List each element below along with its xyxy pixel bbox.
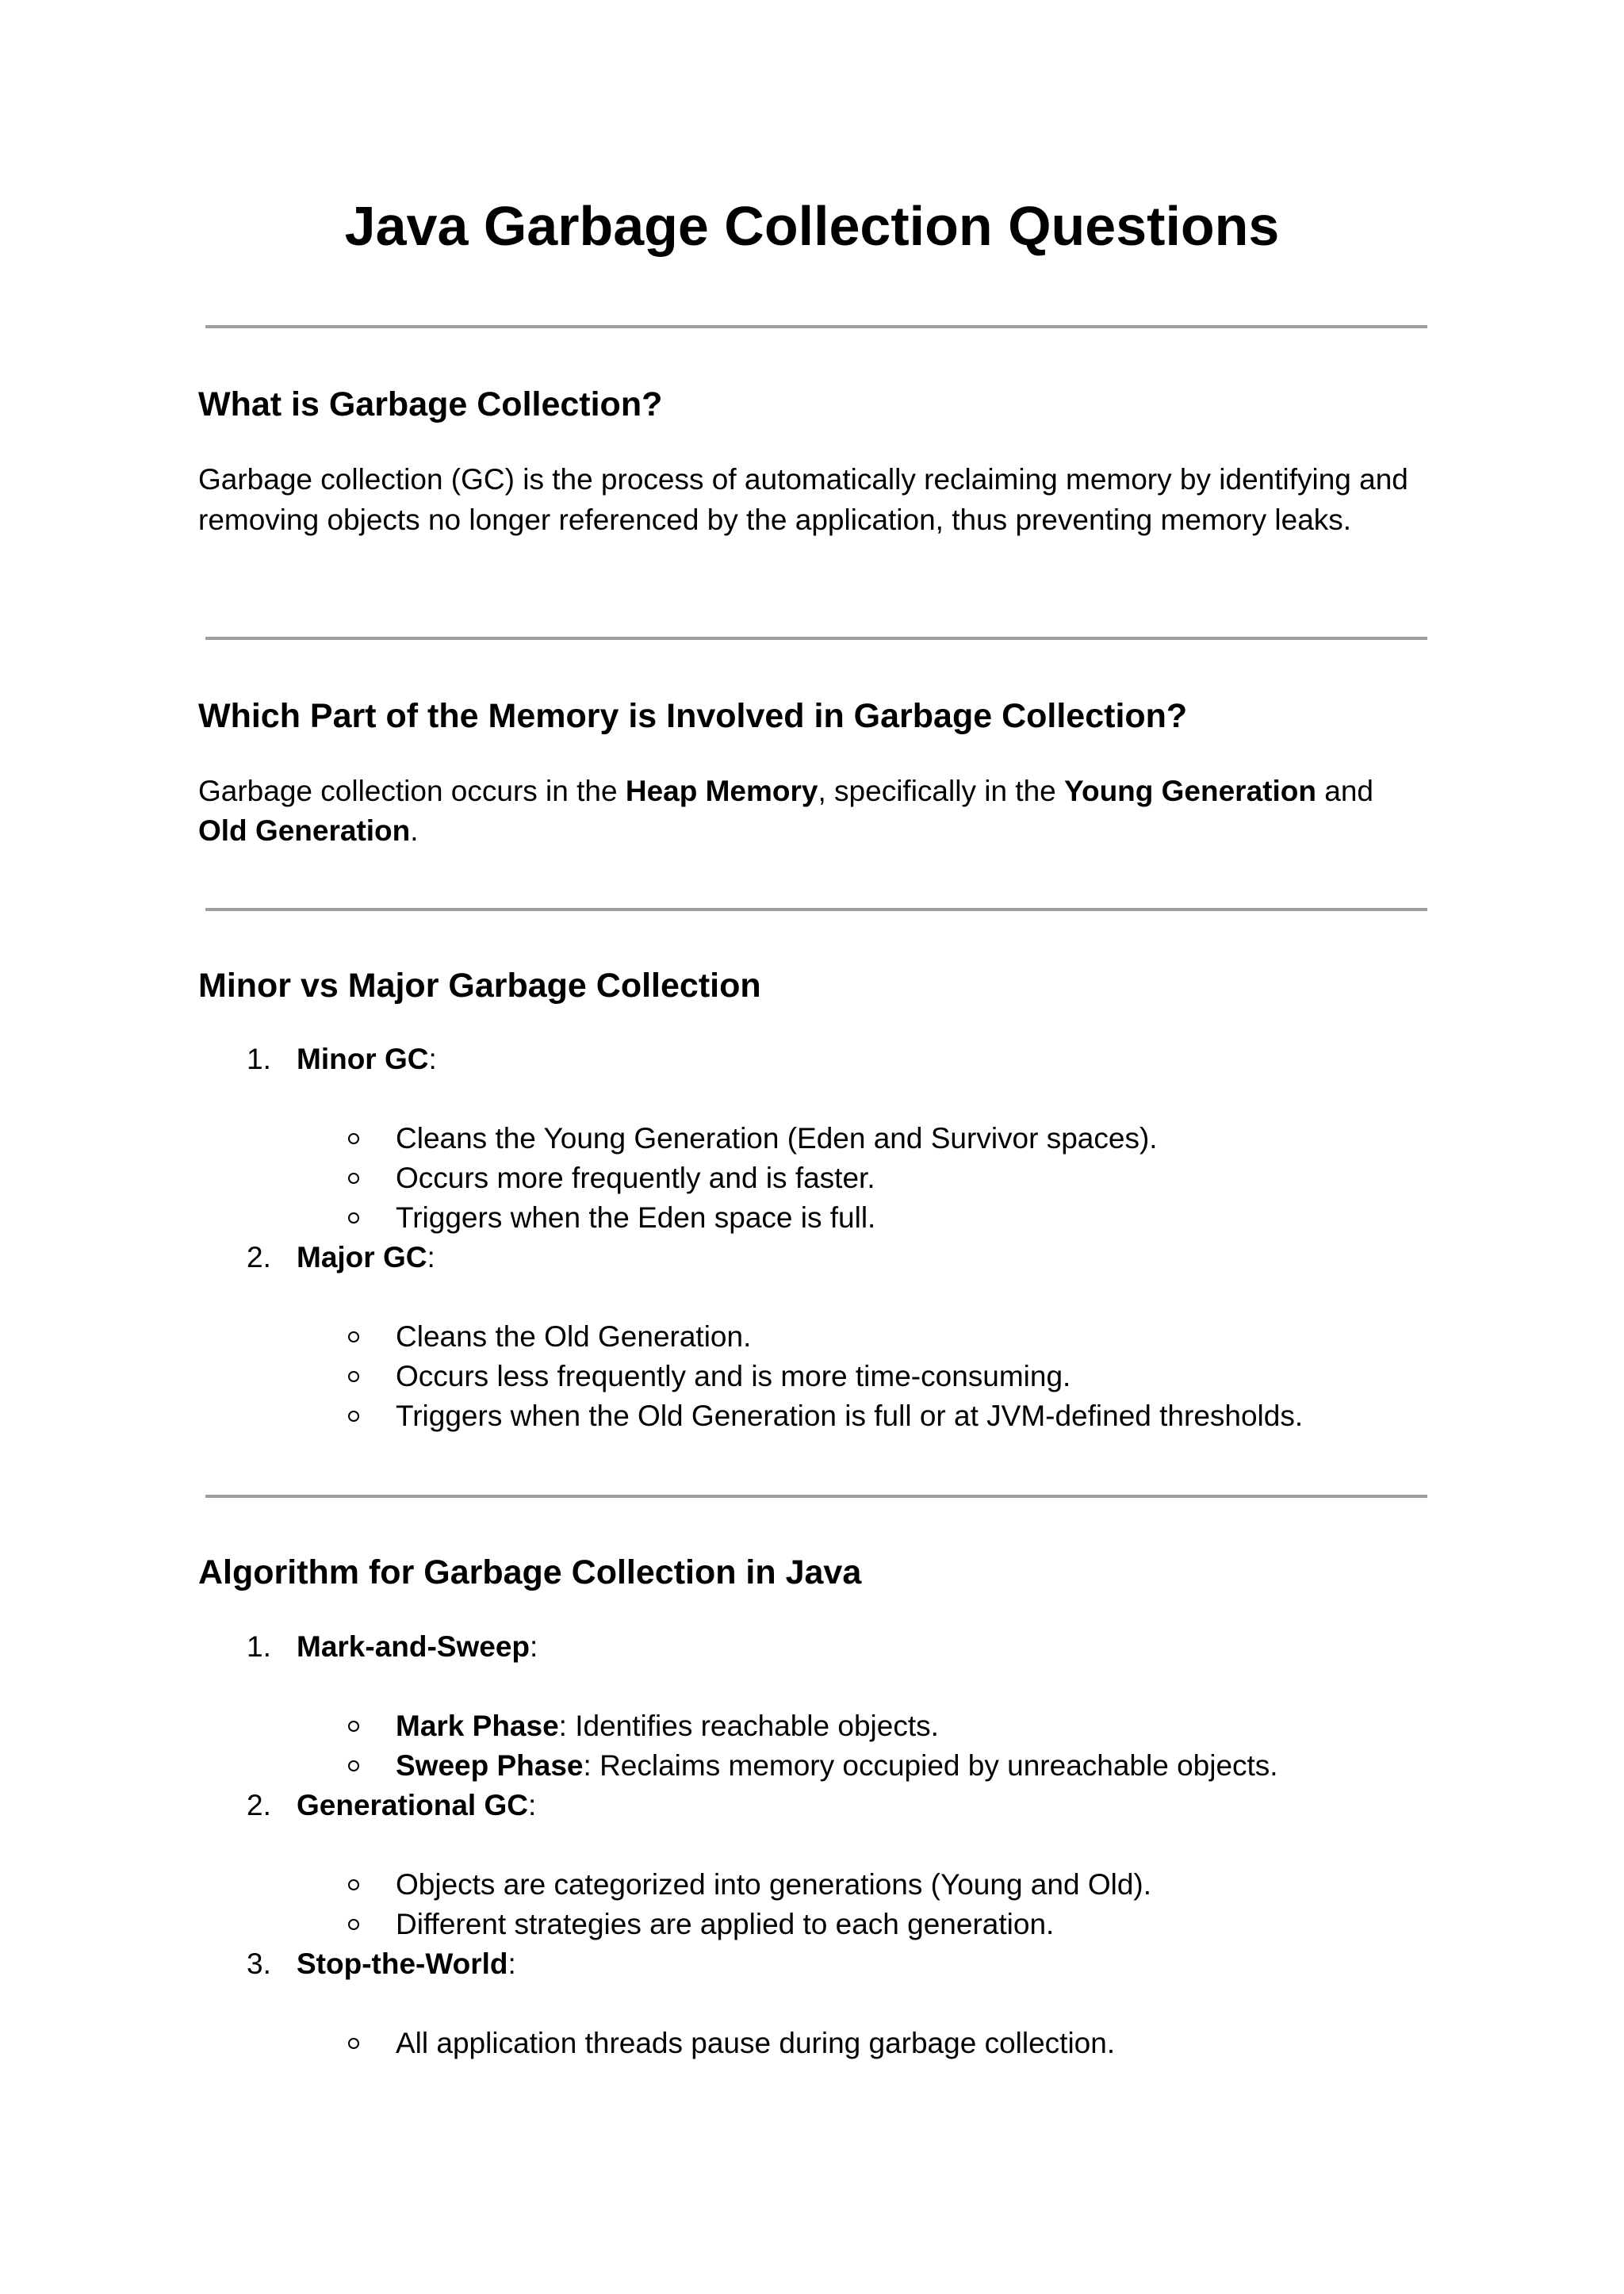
page-title: Java Garbage Collection Questions [344,195,1280,257]
hollow-circle-bullet-icon [344,1158,363,1198]
list-bullet: Triggers when the Eden space is full. [396,1201,876,1234]
horizontal-rule [205,325,1427,328]
section-paragraph-memory-part-line2 [198,811,419,851]
horizontal-rule [205,637,1427,640]
text-run: : [427,1241,435,1273]
list-bullet: Cleans the Old Generation. [396,1320,752,1353]
list-item-label: Major GC [297,1241,427,1273]
text-run: . [410,814,419,847]
list-bullet: Occurs more frequently and is faster. [396,1162,875,1194]
list-bullet: Different strategies are applied to each generation. [396,1908,1055,1940]
list-number: 1. [247,1043,271,1075]
section-paragraph-memory-part-line1 [198,772,1373,811]
hollow-circle-bullet-icon [344,1905,363,1944]
section-paragraph-what-is-gc: Garbage collection (GC) is the process of automatically reclaiming memory by identifying and removing objects no longer referenced by the application, thus preventing memory leaks. [198,463,1408,536]
section-heading-gc-algorithm: Algorithm for Garbage Collection in Java [198,1553,862,1591]
text-run: : [508,1947,516,1980]
hollow-circle-bullet-icon [344,1396,363,1436]
text-run: : [530,1630,538,1663]
hollow-circle-bullet-icon [344,1746,363,1786]
bold-term-sweep-phase: Sweep Phase [396,1749,584,1782]
list-bullet: Objects are categorized into generations (Young and Old). [396,1868,1152,1901]
list-bullet: All application threads pause during garbage collection. [396,2027,1116,2059]
horizontal-rule [205,1495,1427,1498]
section-heading-memory-part: Which Part of the Memory is Involved in Garbage Collection? [198,697,1188,735]
horizontal-rule [205,908,1427,911]
section-heading-what-is-gc: What is Garbage Collection? [198,385,663,423]
list-item-label: Minor GC [297,1043,429,1075]
hollow-circle-bullet-icon [344,1119,363,1158]
text-run: , specifically in the [818,775,1065,807]
list-item-label: Stop-the-World [297,1947,508,1980]
list-bullet [396,1746,1278,1786]
list-number: 2. [247,1241,271,1273]
list-item-label: Mark-and-Sweep [297,1630,530,1663]
list-number: 2. [247,1789,271,1821]
list-item-mark-and-sweep [297,1627,538,1667]
list-item-label: Generational GC [297,1789,528,1821]
text-run: : [428,1043,437,1075]
hollow-circle-bullet-icon [344,1317,363,1357]
bold-term-mark-phase: Mark Phase [396,1710,559,1742]
hollow-circle-bullet-icon [344,2024,363,2063]
list-bullet [396,1706,939,1746]
bold-term-young-generation: Young Generation [1064,775,1316,807]
list-item-generational-gc [297,1786,536,1825]
hollow-circle-bullet-icon [344,1357,363,1396]
list-number: 1. [247,1630,271,1663]
text-run: Garbage collection occurs in the [198,775,626,807]
list-number: 3. [247,1947,271,1980]
text-run: : Reclaims memory occupied by unreachable objects. [583,1749,1278,1782]
list-item-major-gc [297,1238,435,1277]
text-run: : [527,1789,537,1821]
list-bullet: Cleans the Young Generation (Eden and Survivor spaces). [396,1122,1158,1155]
hollow-circle-bullet-icon [344,1706,363,1746]
text-run: : Identifies reachable objects. [558,1710,939,1742]
hollow-circle-bullet-icon [344,1198,363,1238]
list-item-minor-gc [297,1040,437,1079]
bold-term-heap-memory: Heap Memory [625,775,818,807]
list-bullet: Occurs less frequently and is more time-consuming. [396,1360,1071,1392]
list-bullet: Triggers when the Old Generation is full or at JVM-defined thresholds. [396,1400,1304,1432]
hollow-circle-bullet-icon [344,1865,363,1905]
text-run: and [1316,775,1373,807]
bold-term-old-generation: Old Generation [198,814,411,847]
list-item-stop-the-world [297,1944,516,1984]
section-heading-minor-vs-major: Minor vs Major Garbage Collection [198,967,761,1005]
